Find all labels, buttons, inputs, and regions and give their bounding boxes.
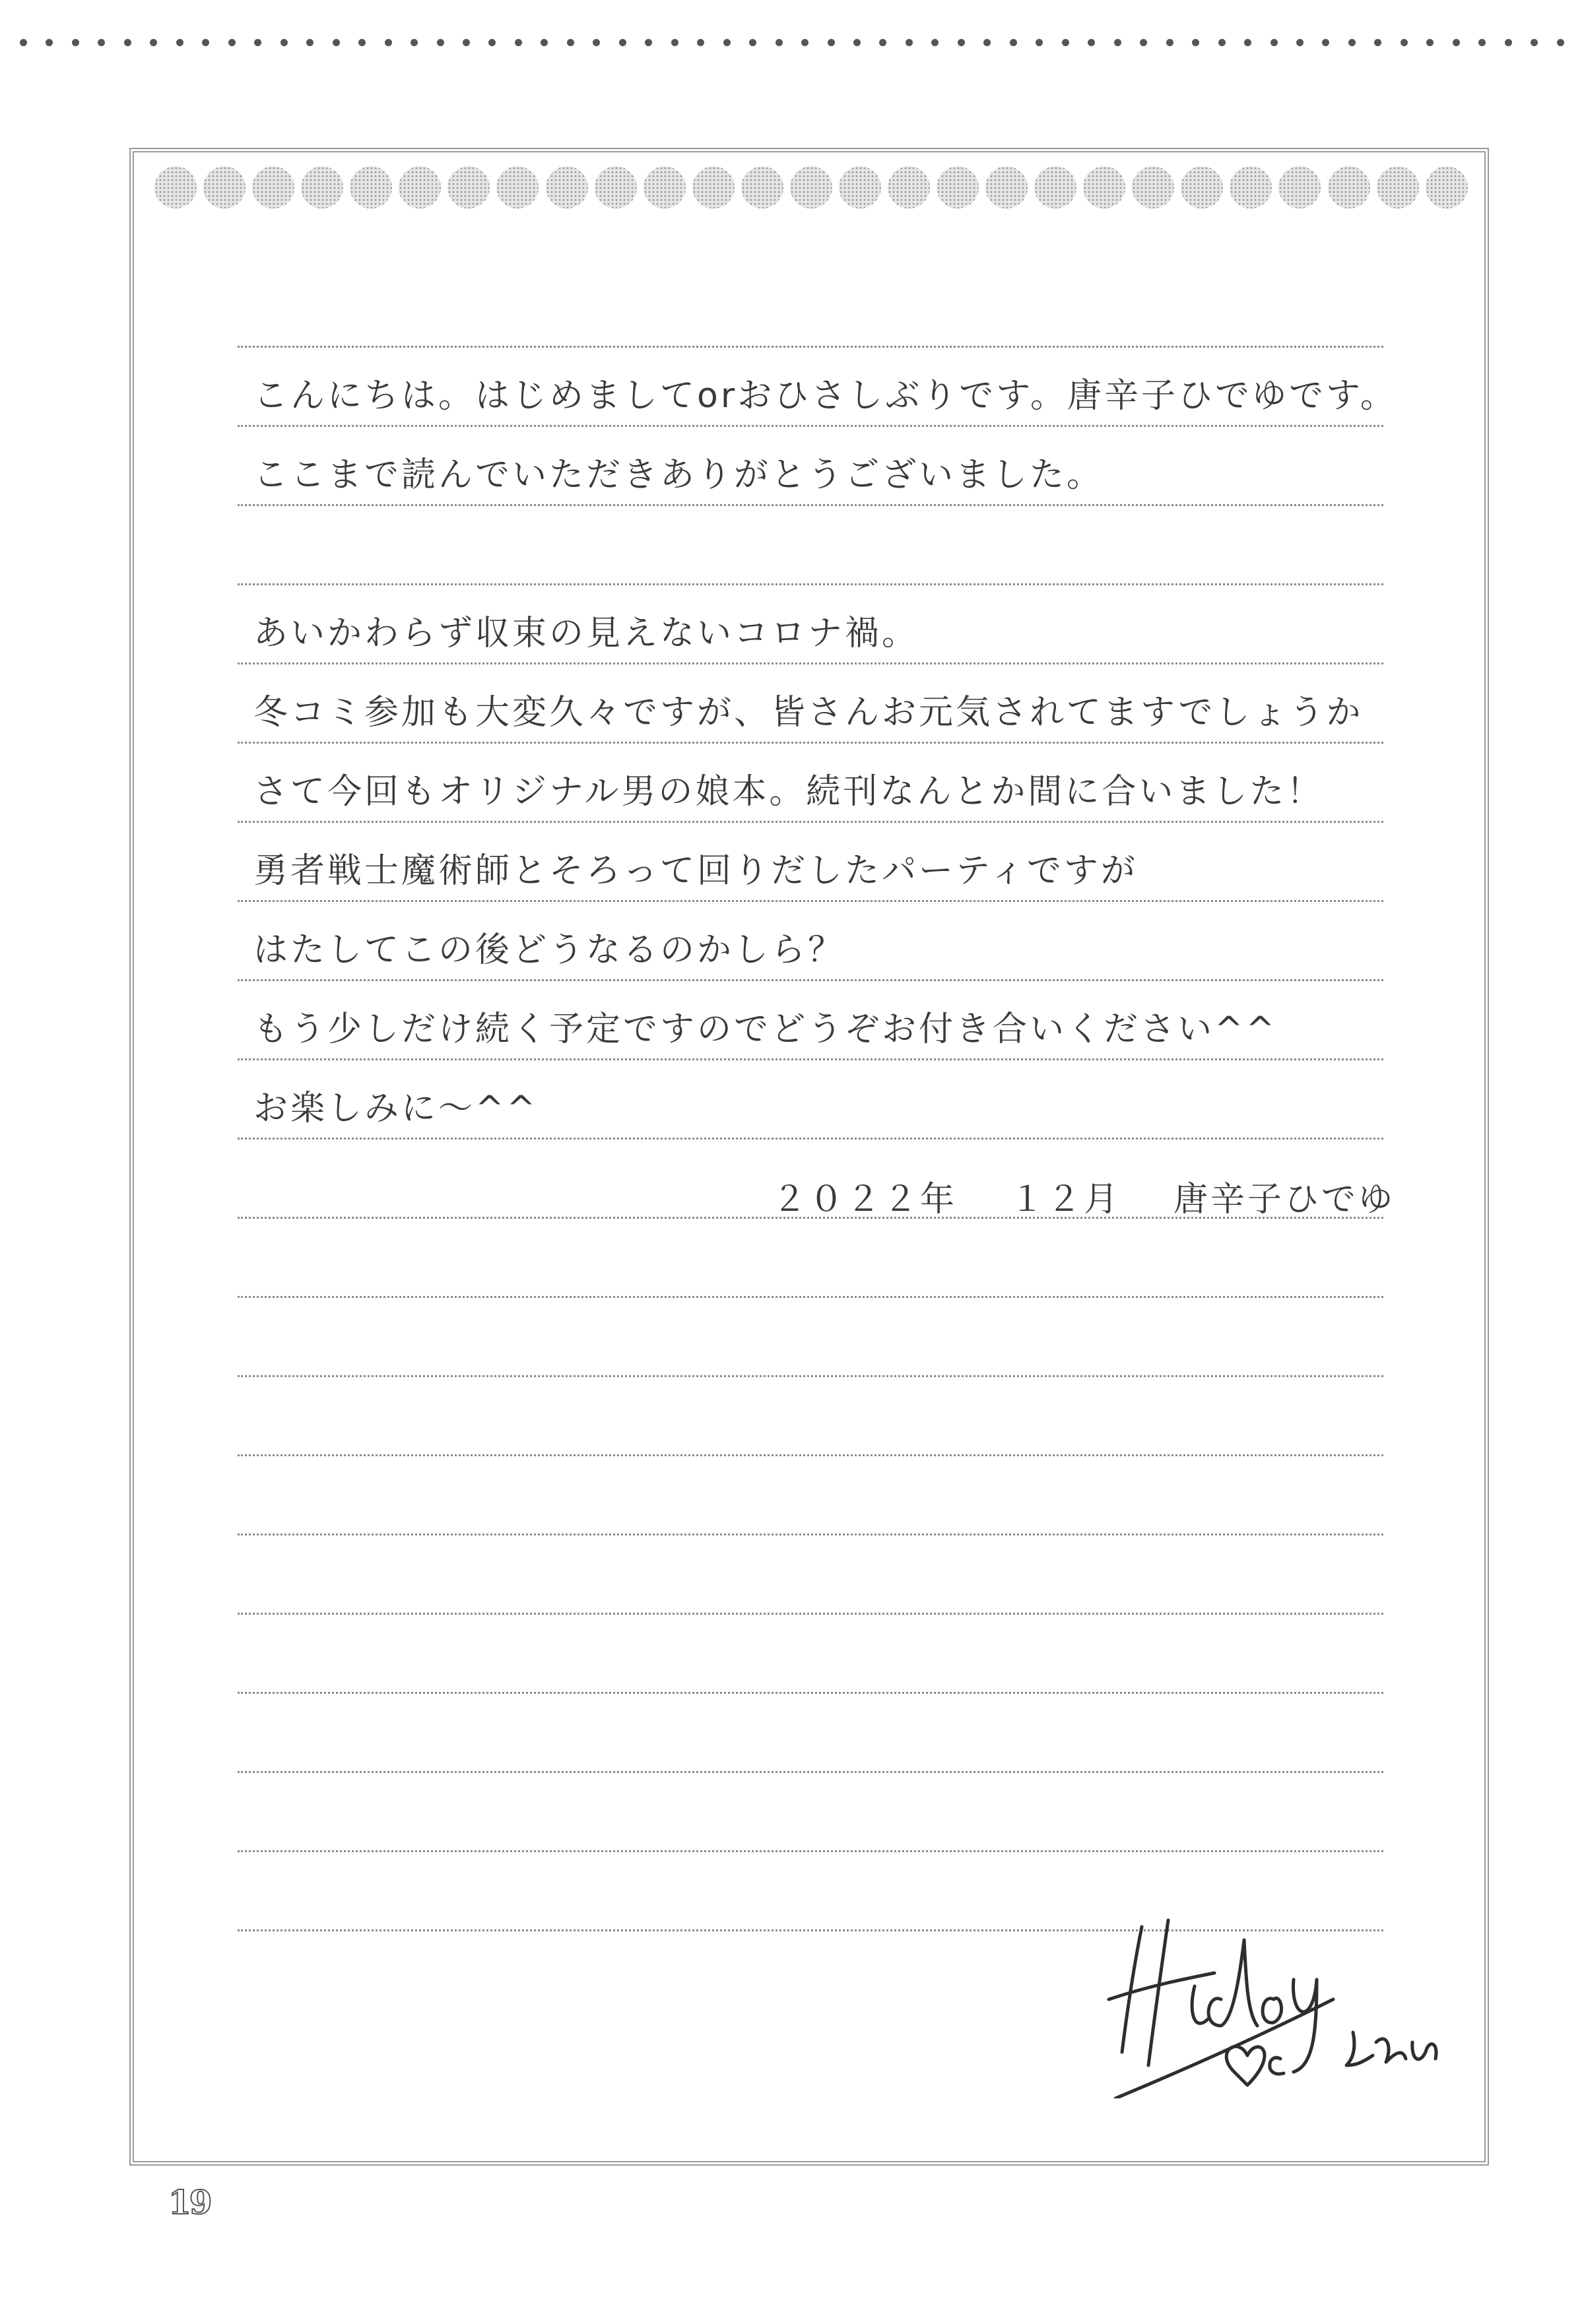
letter-line: さて今回もオリジナル男の娘本。続刊なんとか間に合いました！ bbox=[253, 772, 1324, 812]
handwritten-signature bbox=[1096, 1900, 1465, 2098]
letter-line: ここまで読んでいただきありがとうございました。 bbox=[253, 455, 1104, 495]
top-dot-border bbox=[20, 36, 1564, 49]
letter-line: もう少しだけ続く予定ですのでどうぞお付き合いください^^ bbox=[253, 1010, 1278, 1049]
letter-line: あいかわらず収束の見えないコロナ禍。 bbox=[253, 614, 919, 653]
letter-line: お楽しみに〜^^ bbox=[253, 1089, 539, 1128]
letter-line: 勇者戦士魔術師とそろって回りだしたパーティですが bbox=[253, 851, 1138, 891]
author-name: 唐辛子ひでゆ bbox=[1173, 1180, 1396, 1219]
letter-frame bbox=[129, 148, 1489, 2166]
letter-line: こんにちは。はじめましてorおひさしぶりです。唐辛子ひでゆです。 bbox=[253, 376, 1397, 416]
letter-date-signoff bbox=[772, 1180, 1395, 1219]
letter-line: 冬コミ参加も大変久々ですが、皆さんお元気されてますでしょうか bbox=[253, 693, 1364, 732]
page-number: 19 bbox=[168, 2183, 211, 2222]
date-year: ２０２２年 bbox=[772, 1180, 958, 1219]
date-month: １２月 bbox=[1010, 1180, 1121, 1219]
decorative-circle-row bbox=[154, 166, 1468, 210]
letter-line: はたしてこの後どうなるのかしら？ bbox=[253, 930, 845, 970]
